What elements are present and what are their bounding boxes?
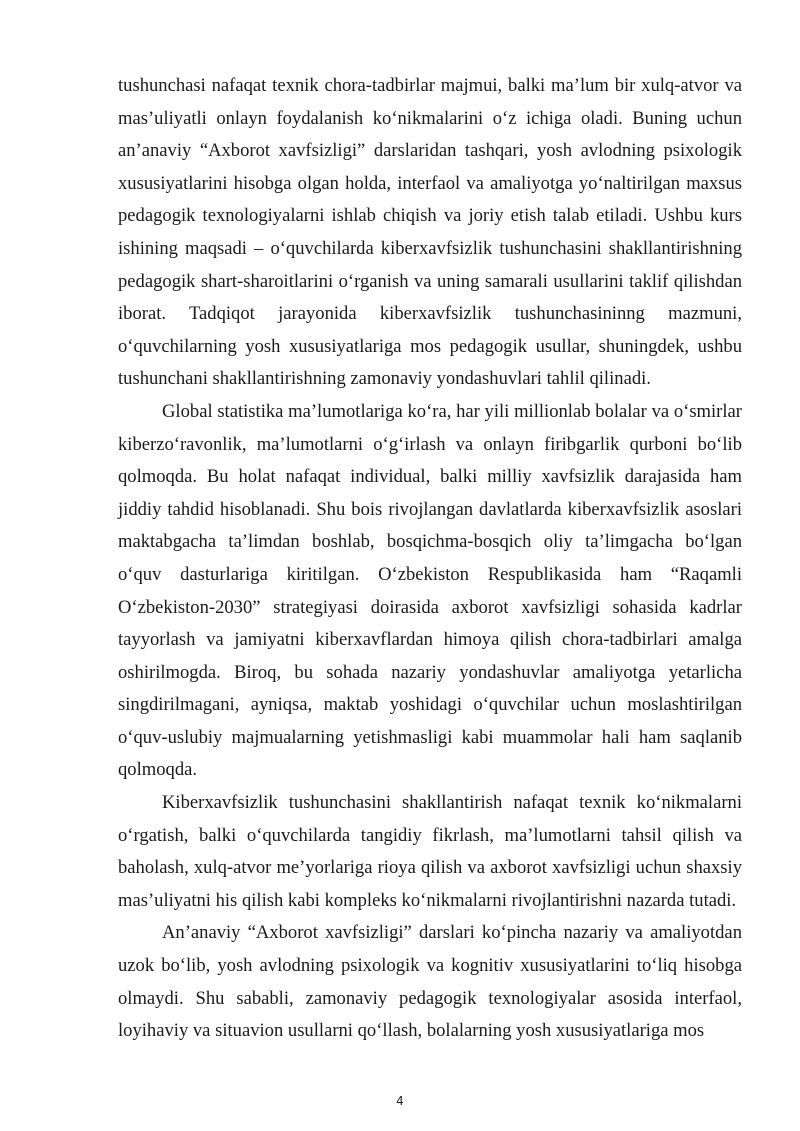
paragraph-1: tushunchasi nafaqat texnik chora-tadbirlar majmui, balki maʼlum bir xulq-atvor va masʼuliyatli onlayn foydalanish koʻnikmalarini oʻz ichiga oladi. Buning uchun anʼanaviy “Axborot xavfsizligi” darslaridan tashqari, yosh avlodning psixologik xususiyatlarini hisobga olgan holda, interfaol va amaliyotga yoʻnaltirilgan maxsus pedagogik texnologiyalarni ishlab chiqish va joriy etish talab etiladi. Ushbu kurs ishining maqsadi – oʻquvchilarda kiberxavfsizlik tushunchasini shakllantirishning pedagogik shart-sharoitlarini oʻrganish va uning samarali usullarini taklif qilishdan iborat. Tadqiqot jarayonida kiberxavfsizlik tushunchasininng mazmuni, oʻquvchilarning yosh xususiyatlariga mos pedagogik usullar, shuningdek, ushbu tushunchani shakllantirishning zamonaviy yondashuvlari tahlil qilinadi. [118,75,742,390]
body-text [118,70,742,1048]
paragraph-4: Anʼanaviy “Axborot xavfsizligi” darslari koʻpincha nazariy va amaliyotdan uzok boʻlib, yosh avlodning psixologik va kognitiv xususiyatlarini toʻliq hisobga olmaydi. Shu sababli, zamonaviy pedagogik texnologiyalar asosida interfaol, loyihaviy va situavion usullarni qoʻllash, bolalarning yosh xususiyatlariga mos [118,922,742,1042]
paragraph-3: Kiberxavfsizlik tushunchasini shakllantirish nafaqat texnik koʻnikmalarni oʻrgatish, balki oʻquvchilarda tangidiy fikrlash, maʼlumotlarni tahsil qilish va baholash, xulq-atvor meʼyorlariga rioya qilish va axborot xavfsizligi uchun shaxsiy masʼuliyatni his qilish kabi kompleks koʻnikmalarni rivojlantirishni nazarda tutadi. [118,792,742,911]
page-number: 4 [396,1094,404,1108]
paragraph-2: Global statistika maʼlumotlariga koʻra, har yili millionlab bolalar va oʻsmirlar kiberzoʻravonlik, maʼlumotlarni oʻgʻirlash va onlayn firibgarlik qurboni boʻlib qolmoqda. Bu holat nafaqat individual, balki milliy xavfsizlik darajasida ham jiddiy tahdid hisoblanadi. Shu bois rivojlangan davlatlarda kiberxavfsizlik asoslari maktabgacha taʼlimdan boshlab, bosqichma-bosqich oliy taʼlimgacha boʻlgan oʻquv dasturlariga kiritilgan. Oʻzbekiston Respublikasida ham “Raqamli Oʻzbekiston-2030” strategiyasi doirasida axborot xavfsizligi sohasida kadrlar tayyorlash va jamiyatni kiberxavflardan himoya qilish chora-tadbirlari amalga oshirilmogda. Biroq, bu sohada nazariy yondashuvlar amaliyotga yetarlicha singdirilmagani, ayniqsa, maktab yoshidagi oʻquvchilar uchun moslashtirilgan oʻquv-uslubiy majmualarning yetishmasligi kabi muammolar hali ham saqlanib qolmoqda. [118,400,742,781]
